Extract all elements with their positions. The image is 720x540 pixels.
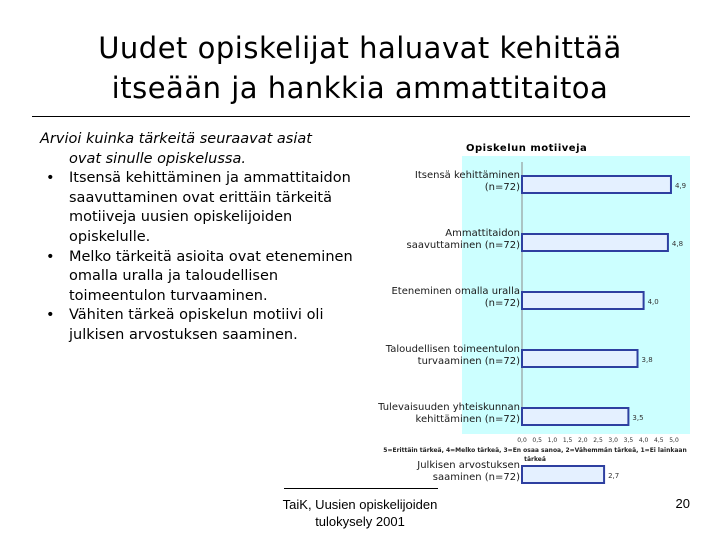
bullet-text: Itsensä kehittäminen ja ammattitaidon saavuttaminen ovat erittäin tärkeitä motiiveja uusien opiskelijoiden opiskelulle.	[69, 170, 351, 245]
category-label	[385, 344, 520, 367]
bar	[522, 176, 671, 193]
source-divider	[284, 488, 438, 489]
category-label-line: Tulevaisuuden yhteiskunnan	[378, 402, 520, 413]
data-label: 4,8	[671, 240, 684, 248]
x-tick-label: 4,5	[654, 437, 664, 444]
bar	[522, 350, 638, 367]
intro-text	[40, 130, 360, 169]
intro-line-1: Arvioi kuinka tärkeitä seuraavat asiat	[40, 131, 312, 147]
category-label-line: Julkisen arvostuksen	[417, 460, 520, 471]
source-line-1: TaiK, Uusien opiskelijoiden	[282, 497, 438, 512]
category-label-line: Itsensä kehittäminen	[414, 170, 520, 181]
source-text	[250, 496, 470, 530]
bullet-text: Melko tärkeitä asioita ovat eteneminen omalla uralla ja taloudellisen toimeentulon turvaaminen.	[69, 248, 353, 304]
bar	[522, 234, 668, 251]
category-label-line: saaminen (n=72)	[432, 472, 520, 483]
slide-title	[0, 28, 720, 108]
category-label-line: (n=72)	[484, 182, 520, 193]
bar	[522, 466, 604, 483]
data-label: 2,7	[608, 472, 620, 480]
bullet-dot: •	[46, 307, 55, 324]
page-number: 20	[675, 496, 690, 511]
x-tick-label: 1,0	[547, 437, 558, 444]
data-label: 3,5	[632, 414, 644, 422]
x-tick-label: 2,0	[578, 437, 588, 444]
bullet-text: Vähiten tärkeä opiskelun motiivi oli julkisen arvostuksen saaminen.	[69, 307, 324, 343]
bullet-item	[40, 306, 360, 345]
data-label: 3,8	[641, 356, 653, 364]
title-divider	[32, 116, 690, 117]
chart-title: Opiskelun motiiveja	[466, 143, 588, 154]
bullet-dot: •	[46, 170, 55, 187]
bullet-dot: •	[46, 248, 55, 265]
x-tick-label: 4,0	[638, 437, 649, 444]
x-tick-label: 5,0	[669, 437, 679, 444]
data-label: 4,0	[647, 298, 659, 306]
bullet-item	[40, 248, 360, 307]
category-label-line: Taloudellisen toimeentulon	[385, 344, 520, 355]
data-label: 4,9	[674, 182, 687, 190]
category-label-line: turvaaminen (n=72)	[417, 356, 520, 367]
x-tick-label: 0,0	[517, 437, 527, 444]
category-label-line: Ammattitaidon	[445, 228, 520, 239]
category-label-line: Eteneminen omalla uralla	[391, 286, 520, 297]
bullet-item	[40, 169, 360, 247]
category-label-line: kehittäminen (n=72)	[415, 414, 520, 425]
intro-line-2: ovat sinulle opiskelussa.	[69, 150, 246, 167]
bar	[522, 292, 644, 309]
bar	[522, 408, 628, 425]
x-tick-label: 3,5	[623, 437, 634, 444]
category-label	[391, 286, 520, 309]
category-label-line: saavuttaminen (n=72)	[406, 240, 520, 251]
source-line-2: tulokysely 2001	[315, 514, 405, 529]
title-line-2: itseään ja hankkia ammattitaitoa	[111, 71, 609, 105]
x-tick-label: 0,5	[532, 437, 542, 444]
title-line-1: Uudet opiskelijat haluavat kehittää	[98, 31, 622, 65]
x-tick-label: 1,5	[562, 437, 573, 444]
bullet-list	[40, 130, 360, 346]
category-label	[407, 228, 521, 251]
x-tick-label: 2,5	[593, 437, 603, 444]
x-tick-label: 3,0	[608, 437, 618, 444]
chart-footnote: 5=Erittäin tärkeä, 4=Melko tärkeä, 3=En osaa sanoa, 2=Vähemmän tärkeä, 1=Ei lainkaan tärkeä	[383, 447, 687, 463]
category-label	[377, 402, 520, 425]
category-label-line: (n=72)	[484, 298, 520, 309]
